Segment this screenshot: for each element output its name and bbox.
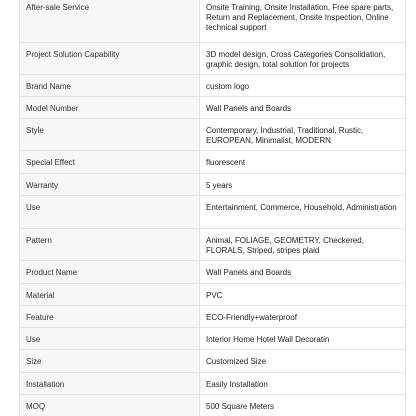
spec-label-style: Style: [20, 119, 200, 151]
spec-label-after-sale-service: After-sale Service: [20, 0, 200, 43]
spec-label-warranty: Warranty: [20, 174, 200, 196]
table-row: [20, 75, 406, 97]
spec-label-project-solution: Project Solution Capability: [20, 43, 200, 75]
table-row: [20, 196, 406, 229]
spec-value-model-number: Wall Panels and Boards: [200, 97, 406, 119]
spec-label-pattern: Pattern: [20, 229, 200, 261]
spec-value-pattern: Animal, FOLIAGE, GEOMETRY, Checkered, FLORALS, Striped, stripes plaid: [200, 229, 406, 261]
spec-value-after-sale-service: Onsite Training, Onsite Installation, Free spare parts, Return and Replacement, Onsite Inspection, Online technical support: [200, 0, 406, 43]
spec-label-model-number: Model Number: [20, 97, 200, 119]
table-row: [20, 261, 406, 284]
table-row: [20, 229, 406, 261]
spec-value-brand-name: custom logo: [200, 75, 406, 97]
spec-label-product-name: Product Name: [20, 261, 200, 284]
spec-value-size: Customized Size: [200, 350, 406, 373]
table-row: [20, 174, 406, 196]
spec-label-installation: Installation: [20, 373, 200, 395]
table-row: [20, 306, 406, 328]
spec-value-installation: Easily Installation: [200, 373, 406, 395]
product-specifications-table: [19, 0, 406, 416]
table-row: [20, 350, 406, 373]
table-row: [20, 395, 406, 416]
spec-label-use-2: Use: [20, 328, 200, 350]
table-row: [20, 284, 406, 306]
table-row: [20, 119, 406, 151]
spec-value-special-effect: fluorescent: [200, 151, 406, 174]
spec-label-moq: MOQ: [20, 395, 200, 416]
spec-label-special-effect: Special Effect: [20, 151, 200, 174]
table-row: [20, 373, 406, 395]
spec-value-warranty: 5 years: [200, 174, 406, 196]
spec-value-project-solution: 3D model design, Cross Categories Consolidation, graphic design, total solution for projects: [200, 43, 406, 75]
spec-label-size: Size: [20, 350, 200, 373]
spec-label-feature: Feature: [20, 306, 200, 328]
spec-value-feature: ECO-Friendly+waterproof: [200, 306, 406, 328]
spec-label-brand-name: Brand Name: [20, 75, 200, 97]
table-row: [20, 151, 406, 174]
spec-value-use-2: Interior Home Hotel Wall Decoratin: [200, 328, 406, 350]
spec-value-material: PVC: [200, 284, 406, 306]
table-row: [20, 97, 406, 119]
spec-label-use: Use: [20, 196, 200, 229]
table-row: [20, 43, 406, 75]
spec-value-use: Entertainment, Commerce, Household, Administration: [200, 196, 406, 229]
spec-label-material: Material: [20, 284, 200, 306]
spec-value-moq: 500 Square Meters: [200, 395, 406, 416]
table-row: [20, 0, 406, 43]
table-row: [20, 328, 406, 350]
spec-value-style: Contemporary, Industrial, Traditional, Rustic, EUROPEAN, Minimalist, MODERN: [200, 119, 406, 151]
spec-value-product-name: Wall Panels and Boards: [200, 261, 406, 284]
